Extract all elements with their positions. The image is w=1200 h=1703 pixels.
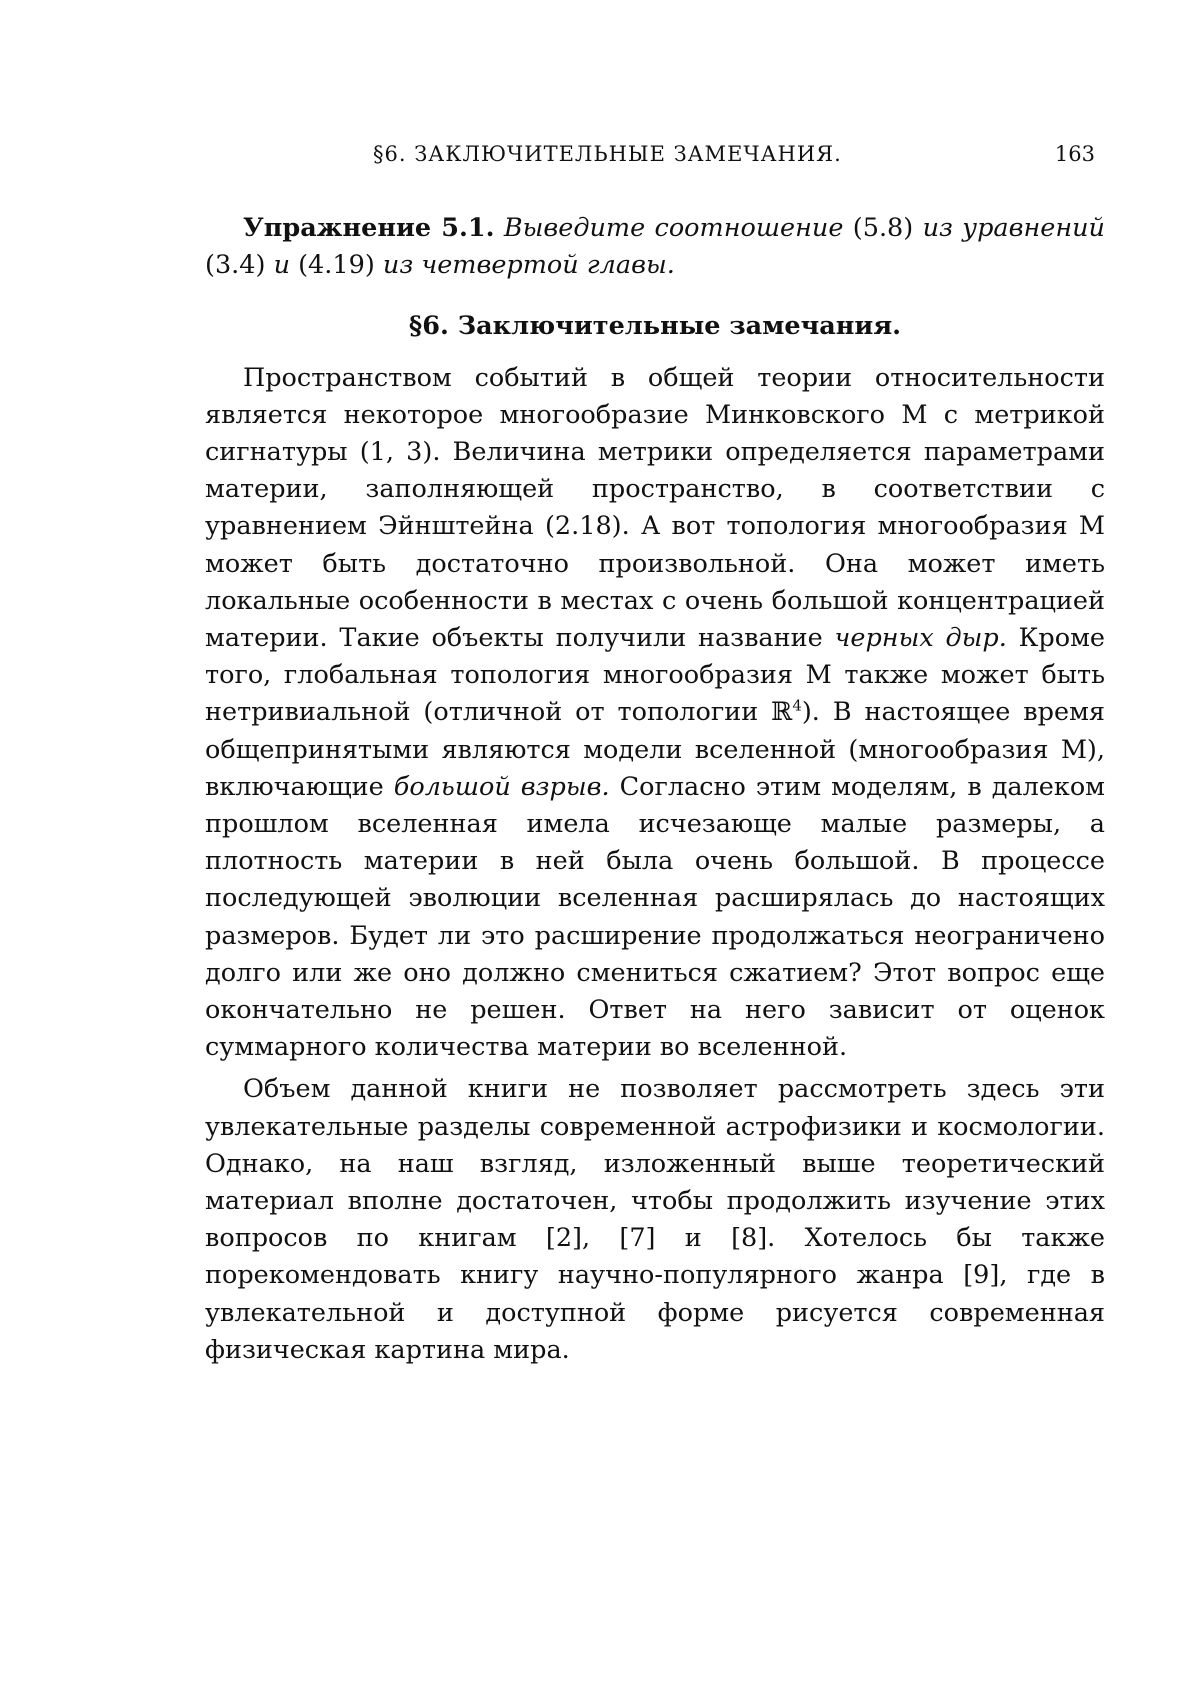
paragraph-1 xyxy=(205,360,1105,1067)
equation-ref-3-4: (3.4) xyxy=(205,250,266,281)
paragraph-2: Объем данной книги не позволяет рассмотреть здесь эти увлекательные разделы современной астрофизики и космологии. Однако, на наш взгляд, изложенный выше теоретический материал вполне достаточен, чтобы продолжить изучение этих вопросов по книгам [2], [7] и [8]. Хотелось бы также порекомендовать книгу научно-популярного жанра [9], где в увлекательной и доступной форме рисуется современная физическая картина мира. xyxy=(205,1074,1105,1365)
exercise-5-1 xyxy=(205,210,1105,284)
exponent-4: 4 xyxy=(792,696,802,715)
exercise-text-2: из уравнений xyxy=(922,213,1105,243)
equation-ref-5-8: (5.8) xyxy=(852,213,914,243)
section-heading: §6. Заключительные замечания. xyxy=(408,311,902,342)
equation-ref-4-19: (4.19) xyxy=(298,250,375,281)
exercise-text-1: Выведите соотношение xyxy=(503,213,844,243)
paragraph-1-part-b: Кроме того, глобальная топология многообразия M также может быть нетривиальной (отличной от топологии ℝ xyxy=(205,623,1105,728)
paragraph-1-part-d: Согласно этим моделям, в далеком прошлом вселенная имела исчезающе малые размеры, а плотность материи в ней была очень большой. В процессе последующей эволюции вселенная расширялась до настоящих размеров. Будет ли это расширение продолжаться неограничено долго или же оно должно смениться сжатием? Этот вопрос еще окончательно не решен. Ответ на него зависит от оценок суммарного количества материи во вселенной. xyxy=(205,771,1106,1063)
paragraph-1-part-a: Пространством событий в общей теории относительности является некоторое многообразие Минковского M с метрикой сигнатуры (1, 3). Величина метрики определяется параметрами материи, заполняющей пространство, в соответствии с уравнением Эйнштейна (2.18). А вот топология многообразия M может быть достаточно произвольной. Она может иметь локальные особенности в местах с очень большой концентрацией материи. Такие объекты получили название xyxy=(205,362,1105,654)
paragraph-1-part-c: ). В настоящее время общепринятыми являются модели вселенной (многообразия M), включающие xyxy=(205,697,1105,802)
exercise-text-3: и xyxy=(273,250,290,281)
term-black-holes: черных дыр. xyxy=(834,623,1007,654)
exercise-text-4: из четвертой главы. xyxy=(382,250,675,281)
body-text xyxy=(205,210,1105,1369)
exercise-label: Упражнение 5.1. xyxy=(243,213,495,243)
term-big-bang: большой взрыв. xyxy=(393,771,610,802)
running-head-title: §6. ЗАКЛЮЧИТЕЛЬНЫЕ ЗАМЕЧАНИЯ. xyxy=(373,142,842,166)
running-head xyxy=(205,142,1105,172)
page-number: 163 xyxy=(1054,142,1095,166)
